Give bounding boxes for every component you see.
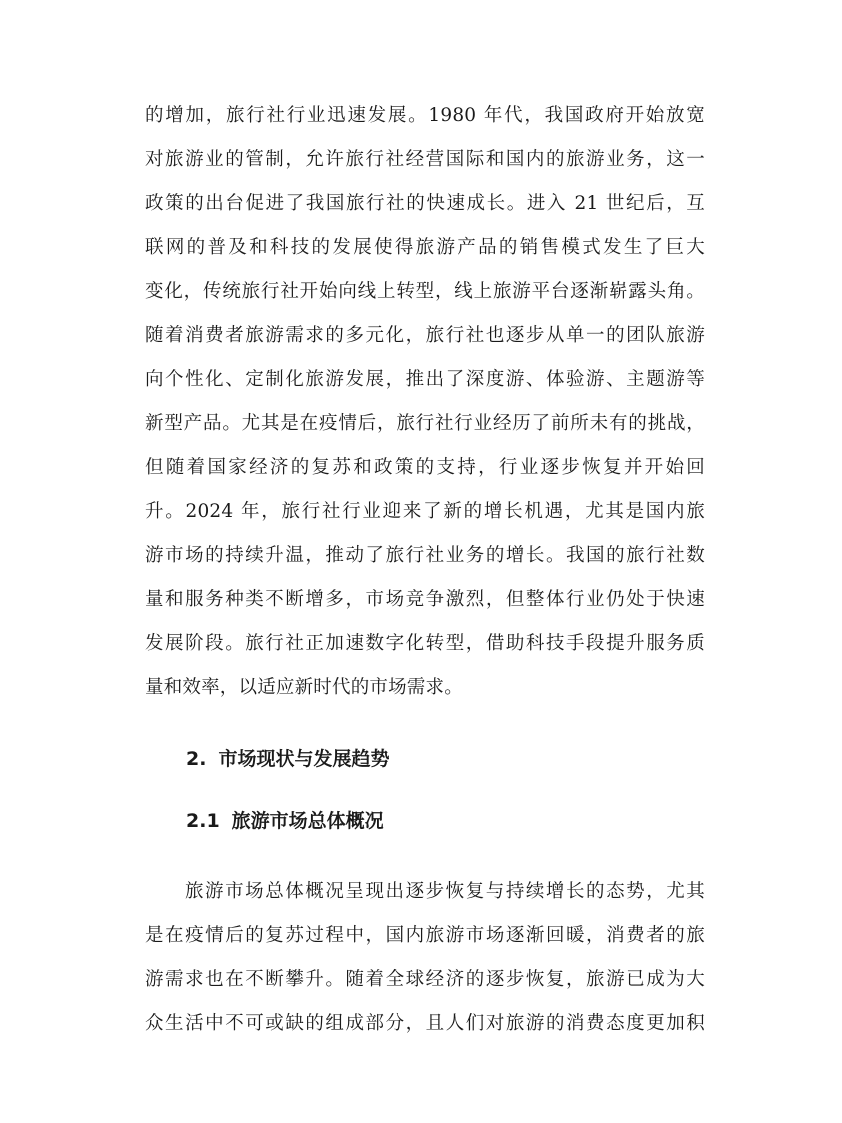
paragraph-line: 变化，传统旅行社开始向线上转型，线上旅游平台逐渐崭露头角。 — [145, 281, 705, 302]
paragraph-line: 游需求也在不断攀升。随着全球经济的逐步恢复，旅游已成为大 — [145, 969, 705, 990]
section-title: 市场现状与发展趋势 — [218, 748, 390, 770]
section-number: 2. — [186, 748, 207, 770]
paragraph-line: 政策的出台促进了我国旅行社的快速成长。进入 21 世纪后，互 — [145, 193, 705, 214]
subsection-number: 2.1 — [186, 810, 220, 832]
section-heading — [186, 747, 389, 771]
paragraph-line: 量和服务种类不断增多，市场竞争激烈，但整体行业仍处于快速 — [145, 589, 705, 610]
paragraph-line: 量和效率，以适应新时代的市场需求。 — [145, 677, 463, 698]
paragraph-line: 随着消费者旅游需求的多元化，旅行社也逐步从单一的团队旅游 — [145, 325, 705, 346]
paragraph-line: 游市场的持续升温，推动了旅行社业务的增长。我国的旅行社数 — [145, 545, 705, 566]
paragraph-line: 联网的普及和科技的发展使得旅游产品的销售模式发生了巨大 — [145, 237, 705, 258]
paragraph-line: 升。2024 年，旅行社行业迎来了新的增长机遇，尤其是国内旅 — [145, 501, 705, 522]
paragraph-line: 是在疫情后的复苏过程中，国内旅游市场逐渐回暖，消费者的旅 — [145, 925, 705, 946]
paragraph-line: 向个性化、定制化旅游发展，推出了深度游、体验游、主题游等 — [145, 369, 705, 390]
paragraph-line: 对旅游业的管制，允许旅行社经营国际和国内的旅游业务，这一 — [145, 149, 705, 170]
paragraph-line: 的增加，旅行社行业迅速发展。1980 年代，我国政府开始放宽 — [145, 105, 705, 126]
paragraph-line: 新型产品。尤其是在疫情后，旅行社行业经历了前所未有的挑战， — [145, 413, 705, 434]
paragraph-line: 但随着国家经济的复苏和政策的支持，行业逐步恢复并开始回 — [145, 457, 705, 478]
subsection-title: 旅游市场总体概况 — [231, 810, 384, 832]
paragraph-line: 旅游市场总体概况呈现出逐步恢复与持续增长的态势，尤其 — [185, 881, 705, 902]
subsection-heading — [186, 809, 384, 833]
paragraph-line: 众生活中不可或缺的组成部分，且人们对旅游的消费态度更加积 — [145, 1013, 705, 1034]
paragraph-line: 发展阶段。旅行社正加速数字化转型，借助科技手段提升服务质 — [145, 633, 705, 654]
